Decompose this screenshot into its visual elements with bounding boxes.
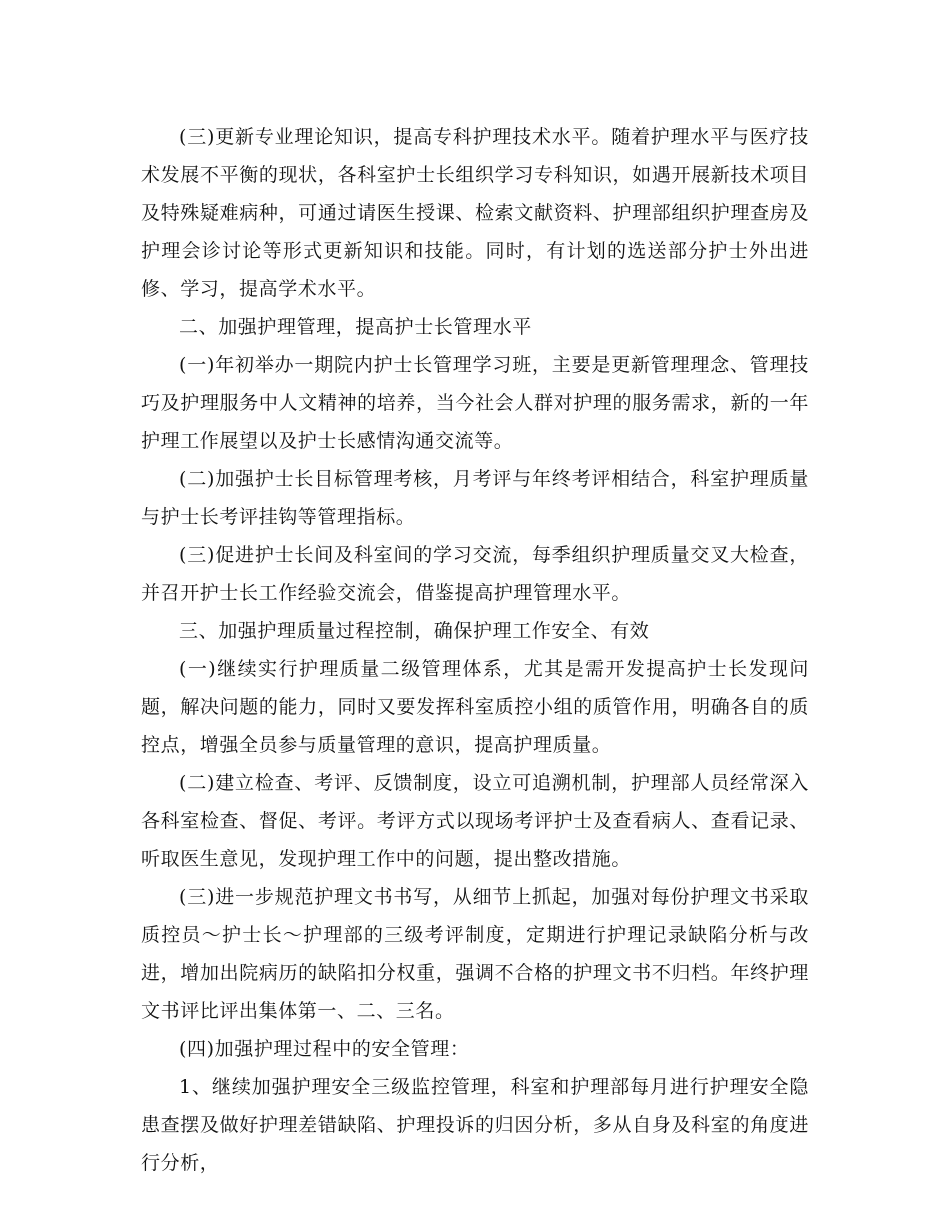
paragraph-nursing-documents: (三)进一步规范护理文书书写，从细节上抓起，加强对每份护理文书采取质控员～护士长～护理部的三级考评制度，定期进行护理记录缺陷分析与改进，增加出院病历的缺陷扣分权重，强调不合格的护理文书不归档。年终护理文书评比评出集体第一、二、三名。 <box>141 886 809 1022</box>
section-heading-management: 二、加强护理管理，提高护士长管理水平 <box>179 316 532 338</box>
paragraph-target-assessment: (二)加强护士长目标管理考核，月考评与年终考评相结合，科室护理质量与护士长考评挂钩等管理指标。 <box>141 468 809 528</box>
paragraph-two-level-system: (一)继续实行护理质量二级管理体系，尤其是需开发提高护士长发现问题，解决问题的能力，同时又要发挥科室质控小组的质管作用，明确各自的质控点，增强全员参与质量管理的意识，提高护理质量。 <box>141 658 809 756</box>
paragraph-inspection-feedback: (二)建立检查、考评、反馈制度，设立可追溯机制，护理部人员经常深入各科室检查、督促、考评。考评方式以现场考评护士及查看病人、查看记录、听取医生意见，发现护理工作中的问题，提出整改措施。 <box>141 772 809 870</box>
paragraph-specialty-knowledge: (三)更新专业理论知识，提高专科护理技术水平。随着护理水平与医疗技术发展不平衡的现状，各科室护士长组织学习专科知识，如遇开展新技术项目及特殊疑难病种，可通过请医生授课、检索文献资料、护理部组织护理查房及护理会诊讨论等形式更新知识和技能。同时，有计划的选送部分护士外出进修、学习，提高学术水平。 <box>141 126 809 300</box>
subsection-heading-safety: (四)加强护理过程中的安全管理： <box>179 1038 470 1060</box>
paragraph-training-class: (一)年初举办一期院内护士长管理学习班，主要是更新管理理念、管理技巧及护理服务中人文精神的培养，当今社会人群对护理的服务需求，新的一年护理工作展望以及护士长感情沟通交流等。 <box>141 354 809 452</box>
paragraph-safety-monitoring: 1、继续加强护理安全三级监控管理，科室和护理部每月进行护理安全隐患查摆及做好护理差错缺陷、护理投诉的归因分析，多从自身及科室的角度进行分析， <box>141 1076 809 1174</box>
document-body <box>141 118 809 1182</box>
section-heading-quality-control: 三、加强护理质量过程控制，确保护理工作安全、有效 <box>179 620 650 642</box>
paragraph-exchange: (三)促进护士长间及科室间的学习交流，每季组织护理质量交叉大检查，并召开护士长工作经验交流会，借鉴提高护理管理水平。 <box>141 544 809 604</box>
